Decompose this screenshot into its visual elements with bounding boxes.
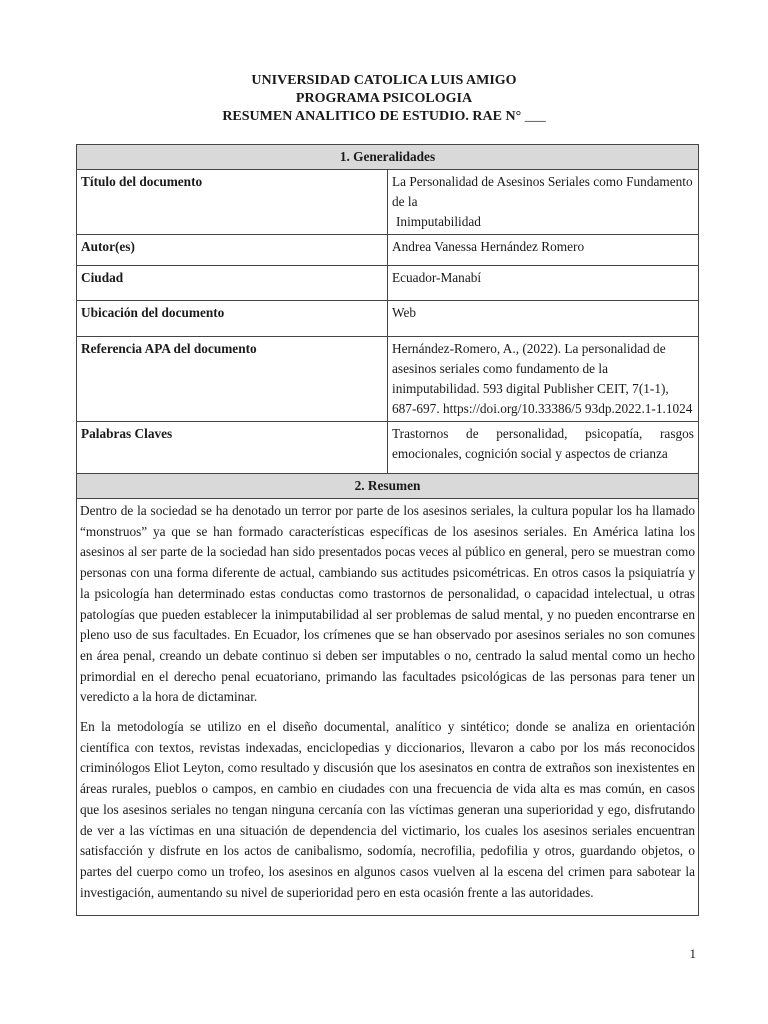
- document-header: [0, 72, 768, 126]
- resumen-body: [77, 499, 699, 916]
- label-palabras-claves: Palabras Claves: [77, 422, 388, 474]
- row-titulo: [77, 170, 699, 235]
- value-titulo-line2: Inimputabilidad: [396, 214, 481, 229]
- value-titulo-line1: La Personalidad de Asesinos Seriales como Fundamento de la: [392, 174, 693, 209]
- rae-table: [76, 144, 699, 916]
- row-referencia: [77, 337, 699, 422]
- program-name: PROGRAMA PSICOLOGIA: [295, 91, 473, 106]
- resumen-paragraph-1: Dentro de la sociedad se ha denotado un terror por parte de los asesinos seriales, la cultura popular los ha llamado “monstruos” ya que se han formado características específicas de los asesinos seriales. En América latina los asesinos al ser parte de la sociedad han sido presentados pocas veces al público en general, pero se muestran como personas con una forma diferente de actual, cambiando sus actitudes psicométricas. En otros casos la psiquiatría y la psicología han determinado estas conductas como trastornos de personalidad, o capacidad intelectual, u otras patologías que pueden establecer la inimputabilidad al ser problemas de salud mental, y no pueden encontrarse en pleno uso de sus facultades. En Ecuador, los crímenes que se han observado por asesinos seriales no son comunes en área penal, creando un debate continuo si deben ser imputables o no, centrado la salud mental como un hecho primordial en el derecho penal ecuatoriano, primando las facultades psicológicas de las personas para tener un veredicto a la hora de dictaminar.: [80, 503, 695, 705]
- value-palabras-claves: Trastornos de personalidad, psicopatía, rasgos emocionales, cognición social y aspectos de crianza: [388, 422, 699, 474]
- value-ciudad: Ecuador-Manabí: [388, 266, 699, 301]
- section-generalidades-header: [77, 145, 699, 170]
- row-ciudad: [77, 266, 699, 301]
- row-ubicacion: [77, 301, 699, 337]
- university-name: UNIVERSIDAD CATOLICA LUIS AMIGO: [251, 73, 517, 88]
- section-resumen-header: [77, 474, 699, 499]
- label-titulo: Título del documento: [77, 170, 388, 235]
- rae-title-text: RESUMEN ANALITICO DE ESTUDIO. RAE N°: [222, 109, 522, 124]
- value-ubicacion: Web: [388, 301, 699, 337]
- resumen-paragraph-2: En la metodología se utilizo en el diseño documental, analítico y sintético; donde se analiza en orientación científica con textos, revistas indexadas, enciclopedias y diccionarios, llevaron a cabo por los más reconocidos criminólogos Eliot Leyton, como resultado y discusión que los asesinatos en contra de extraños son inexistentes en áreas rurales, pueblos o campos, en cambio en ciudades con una frecuencia de vida alta es mas común, en casos que los asesinos seriales no tengan ninguna cercanía con las víctimas generan una superioridad y ego, disfrutando de ver a las víctimas en una situación de dependencia del victimario, los cuales los asesinos seriales encuentran satisfacción y disfrute en los actos de canibalismo, sodomía, necrofilia, pedofilia y otros, guardando objetos, o partes del cuerpo como un trofeo, los asesinos en algunos casos vuelven al la escena del crimen para sabotear la investigación, aumentando su nivel de superioridad pero en esta ocasión frente a las autoridades.: [80, 719, 695, 900]
- page-number: 1: [689, 946, 696, 961]
- label-ubicacion: Ubicación del documento: [77, 301, 388, 337]
- row-palabras-claves: [77, 422, 699, 474]
- rae-number-blank: ___: [524, 109, 546, 124]
- document-title: [0, 108, 768, 126]
- row-resumen: [77, 499, 699, 916]
- value-titulo: [388, 170, 699, 235]
- value-autor: Andrea Vanessa Hernández Romero: [388, 235, 699, 266]
- section-title-resumen: 2. Resumen: [77, 474, 699, 499]
- row-autor: [77, 235, 699, 266]
- label-ciudad: Ciudad: [77, 266, 388, 301]
- label-referencia: Referencia APA del documento: [77, 337, 388, 422]
- label-autor: Autor(es): [77, 235, 388, 266]
- section-title-generalidades: 1. Generalidades: [77, 145, 699, 170]
- value-referencia: Hernández-Romero, A., (2022). La personalidad de asesinos seriales como fundamento de la inimputabilidad. 593 digital Publisher CEIT, 7(1-1), 687-697. https://doi.org/10.33386/5 93dp.2022.1-1.1024: [388, 337, 699, 422]
